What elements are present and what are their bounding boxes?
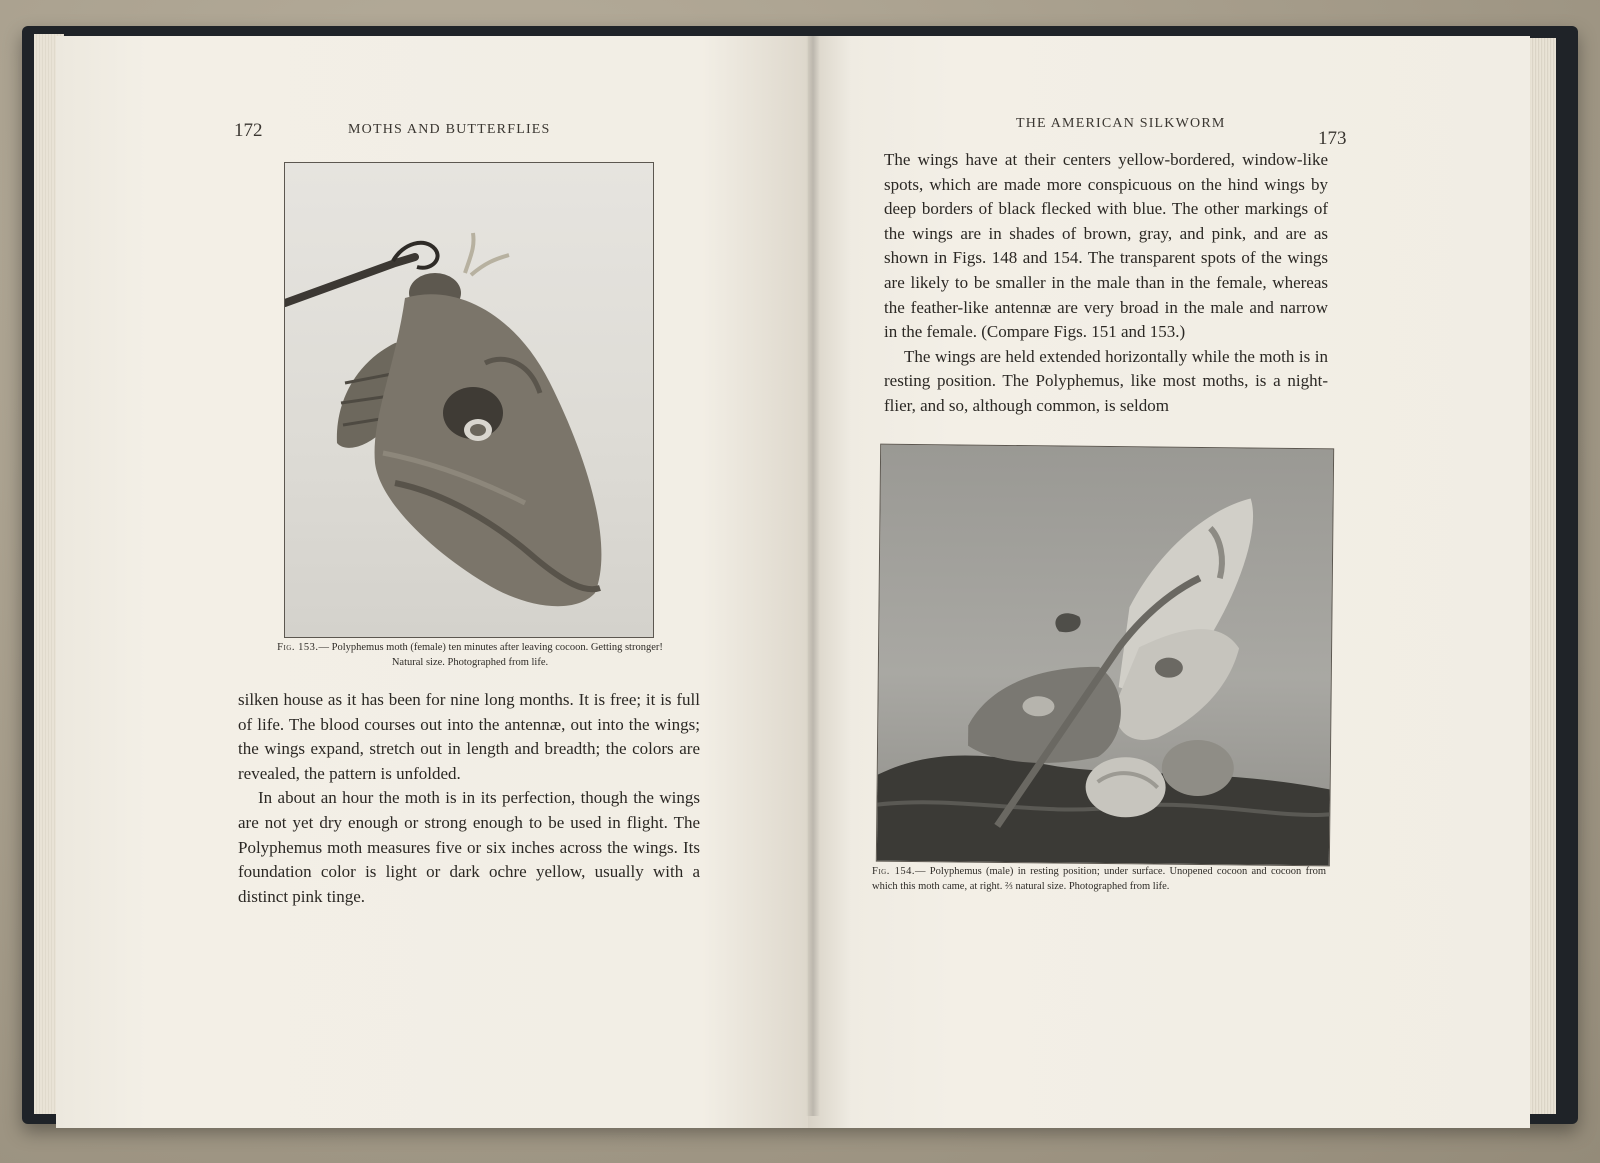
figure-caption-text: — Polyphemus (male) in resting position; under surface. Unopened cocoon and cocoon from which this moth came, at right. ⅔ natural size. Photographed from life. <box>872 866 1326 892</box>
figure-154-caption <box>872 864 1326 894</box>
figure-label: Fig. 153. <box>277 642 319 653</box>
figure-label: Fig. 154. <box>872 866 916 877</box>
running-head: THE AMERICAN SILKWORM <box>1016 116 1226 131</box>
page-number: 172 <box>234 120 263 141</box>
book-gutter <box>806 36 820 1116</box>
figure-153-photo <box>284 162 654 638</box>
left-body-text <box>238 688 700 909</box>
page-edges-right <box>1526 38 1556 1114</box>
right-page <box>808 36 1530 1128</box>
paragraph: silken house as it has been for nine long months. It is free; it is full of life. The blood courses out into the antennæ, out into the wings; the wings expand, stretch out in length and breadth; the colors are revealed, the pattern is unfolded. <box>238 690 700 783</box>
left-page <box>56 36 816 1128</box>
figure-153-caption <box>264 640 676 670</box>
paragraph: The wings are held extended horizontally while the moth is in resting position. The Polyphemus, like most moths, is a night-flier, and so, although common, is seldom <box>884 346 1328 415</box>
paragraph: The wings have at their centers yellow-bordered, window-like spots, which are made more conspicuous on the hind wings by deep borders of black flecked with blue. The other markings of the wings are in shades of brown, gray, and pink, and are as shown in Figs. 148 and 154. The transparent spots of the wings are likely to be smaller in the male than in the female, whereas the feather-like antennæ are very broad in the male and narrow in the female. (Compare Figs. 151 and 153.) <box>884 150 1328 342</box>
paragraph: In about an hour the moth is in its perfection, though the wings are not yet dry enough or strong enough to be used in flight. The Polyphemus moth measures five or six inches across the wings. Its foundation color is light or dark ochre yellow, usually with a distinct pink tinge. <box>238 788 700 906</box>
running-head: MOTHS AND BUTTERFLIES <box>348 122 551 137</box>
figure-caption-text: — Polyphemus moth (female) ten minutes after leaving cocoon. Getting stronger! Natural size. Photographed from life. <box>318 642 663 668</box>
page-number: 173 <box>1318 128 1347 149</box>
right-body-text <box>884 148 1328 419</box>
figure-154-photo <box>876 444 1334 867</box>
